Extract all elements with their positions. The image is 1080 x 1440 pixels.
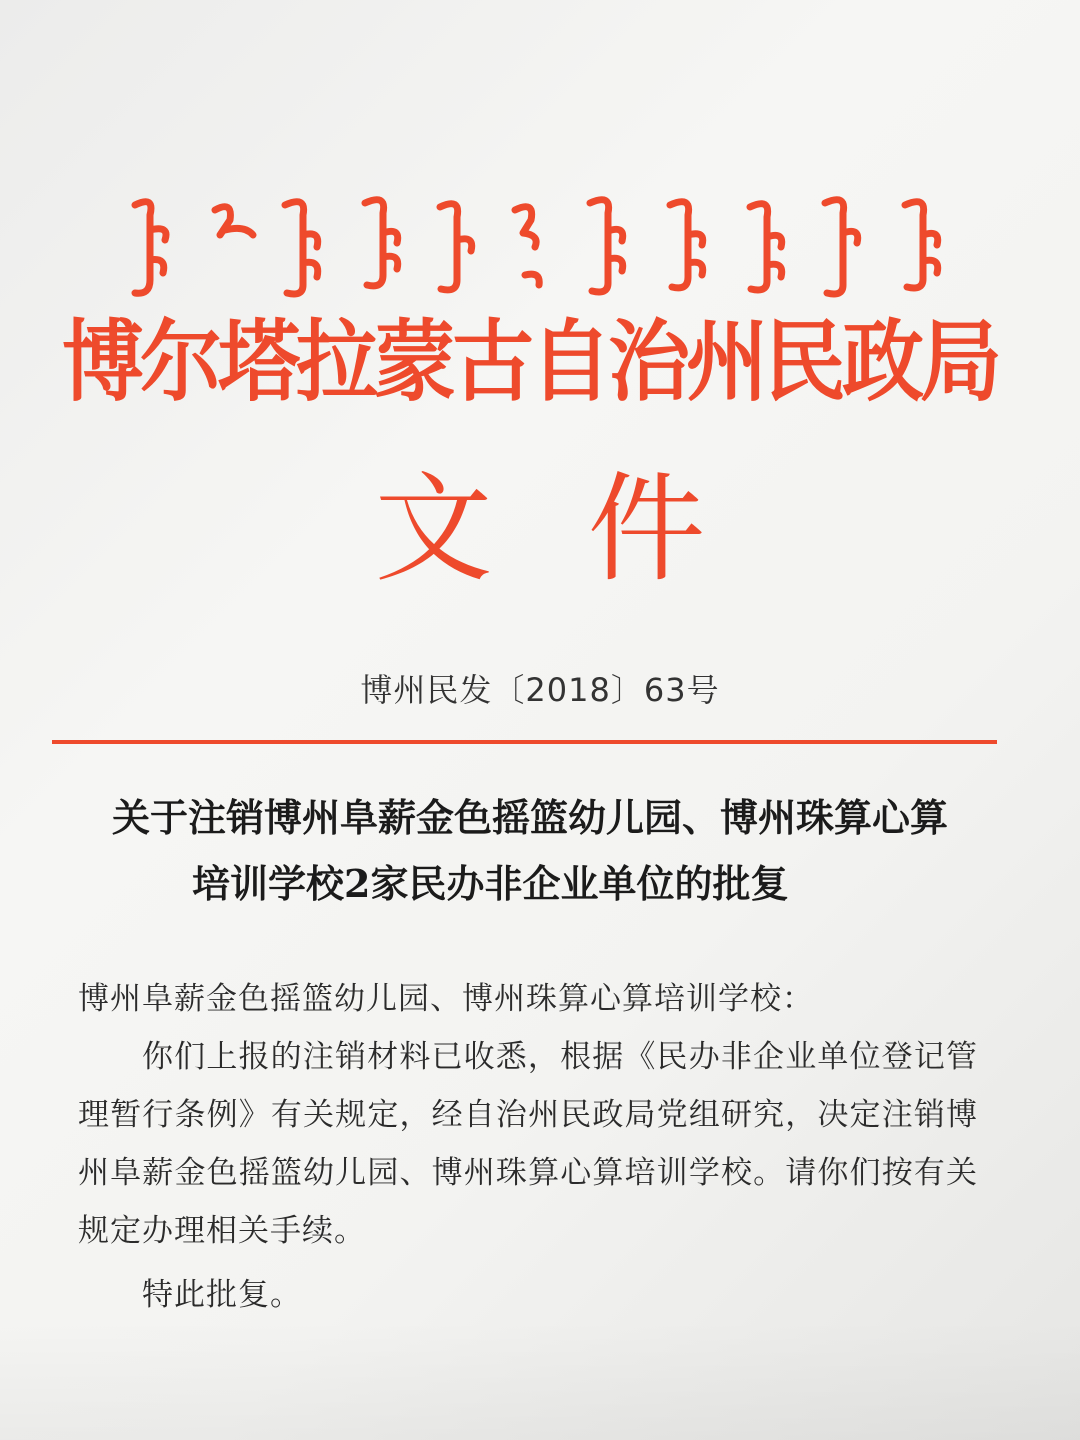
agency-name: 博尔塔拉蒙古自治州民政局 bbox=[61, 310, 998, 415]
document-number: 博州民发〔2018〕63号 bbox=[360, 671, 720, 709]
salutation: 博州阜薪金色摇篮幼儿园、博州珠算心算培训学校： bbox=[78, 981, 814, 1017]
title-line-1: 关于注销博州阜薪金色摇篮幼儿园、博州珠算心算 bbox=[112, 795, 949, 840]
document-title bbox=[80, 785, 1000, 917]
document-type: 文件 bbox=[374, 460, 801, 598]
title-line-2: 培训学校2家民办非企业单位的批复 bbox=[192, 861, 789, 906]
mongolian-script-header bbox=[95, 185, 975, 315]
paper-shadow bbox=[0, 1320, 1080, 1440]
body-paragraph: 你们上报的注销材料已收悉，根据《民办非企业单位登记管理暂行条例》有关规定，经自治州民政局党组研究，决定注销博州阜薪金色摇篮幼儿园、博州珠算心算培训学校。请你们按有关规定办理相关手续。 bbox=[78, 1039, 978, 1249]
document-body bbox=[78, 970, 978, 1324]
closing-line: 特此批复。 bbox=[142, 1277, 302, 1313]
red-divider-line bbox=[52, 740, 997, 744]
